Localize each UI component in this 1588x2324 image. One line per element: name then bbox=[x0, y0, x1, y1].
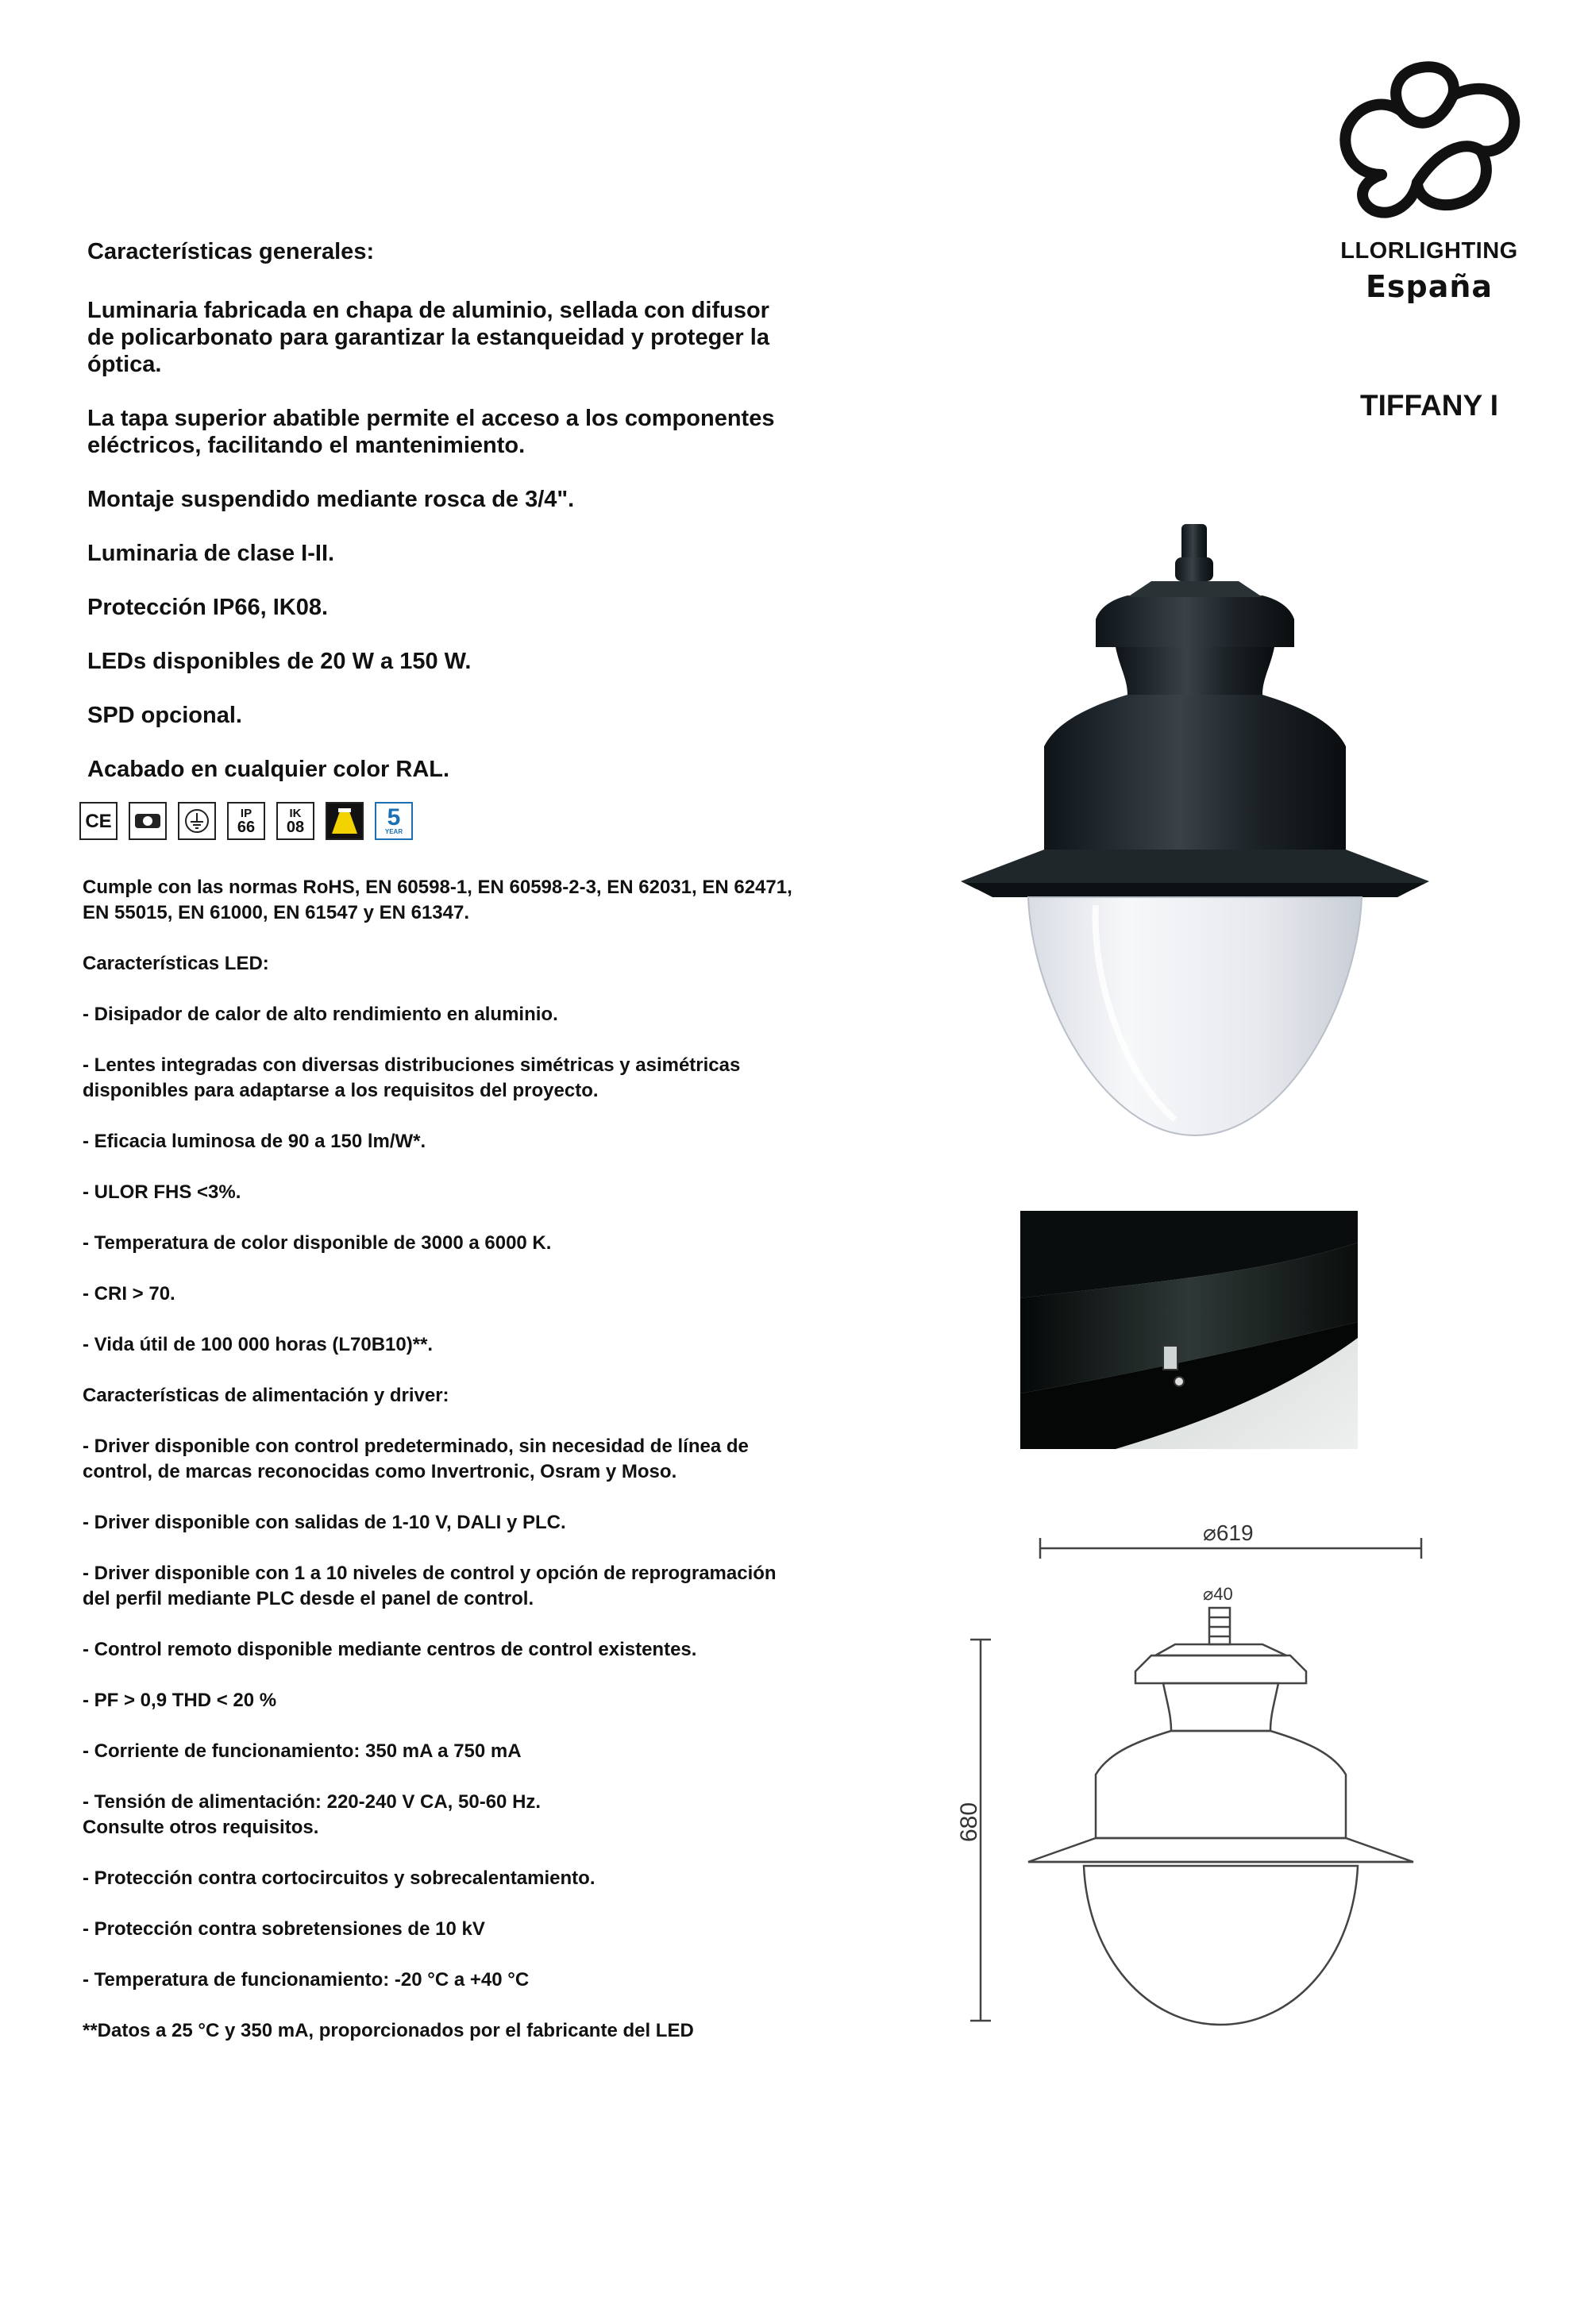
led-heading: Características LED: bbox=[83, 953, 269, 974]
driver-item: Consulte otros requisitos. bbox=[83, 1817, 319, 1838]
brand-name: LLORLIGHTING bbox=[1340, 238, 1518, 264]
driver-item: - Control remoto disponible mediante centros de control existentes. bbox=[83, 1639, 697, 1660]
footnote: **Datos a 25 °C y 350 mA, proporcionados por el fabricante del LED bbox=[83, 2020, 694, 2041]
driver-item: - Protección contra cortocircuitos y sobrecalentamiento. bbox=[83, 1867, 596, 1889]
diameter-label: ⌀619 bbox=[1203, 1520, 1254, 1545]
led-item: - CRI > 70. bbox=[83, 1283, 175, 1305]
general-heading: Características generales: bbox=[87, 239, 375, 264]
driver-item: - Driver disponible con control predeterminado, sin necesidad de línea de control, de marcas reconocidas como Invertronic, Osram y Moso. bbox=[83, 1436, 749, 1482]
general-item: LEDs disponibles de 20 W a 150 W. bbox=[87, 649, 472, 674]
dimension-drawing bbox=[937, 1513, 1445, 2037]
general-item: Protección IP66, IK08. bbox=[87, 595, 329, 620]
technical-specifications bbox=[83, 875, 797, 2069]
ik-label: IK bbox=[289, 806, 302, 820]
driver-item: - Temperatura de funcionamiento: -20 °C a +40 °C bbox=[83, 1969, 530, 1991]
led-item: - Eficacia luminosa de 90 a 150 lm/W*. bbox=[83, 1131, 426, 1152]
ik08-icon bbox=[276, 802, 314, 840]
led-item: - Disipador de calor de alto rendimiento en aluminio. bbox=[83, 1004, 558, 1025]
general-item: Luminaria fabricada en chapa de aluminio, sellada con difusor de policarbonato para garantizar la estanqueidad y proteger la óptica. bbox=[87, 298, 769, 377]
driver-heading: Características de alimentación y driver: bbox=[83, 1385, 449, 1406]
norms-text: Cumple con las normas RoHS, EN 60598-1, EN 60598-2-3, EN 62031, EN 62471, EN 55015, EN 61000, EN 61547 y EN 61347. bbox=[83, 877, 792, 923]
warranty-years: 5 bbox=[387, 804, 401, 831]
brand-block bbox=[1326, 238, 1532, 304]
product-title: TIFFANY I bbox=[1359, 389, 1499, 422]
warranty-unit: YEAR bbox=[384, 828, 403, 835]
certification-icons bbox=[79, 802, 413, 840]
ip-label: IP bbox=[240, 806, 252, 820]
general-item: Montaje suspendido mediante rosca de 3/4". bbox=[87, 487, 575, 512]
driver-item: - Driver disponible con salidas de 1-10 V, DALI y PLC. bbox=[83, 1512, 566, 1533]
led-item: - Temperatura de color disponible de 3000 a 6000 K. bbox=[83, 1232, 552, 1254]
general-characteristics bbox=[87, 238, 802, 810]
driver-item: - Tensión de alimentación: 220-240 V CA, 50-60 Hz. bbox=[83, 1791, 542, 1813]
enec-mark-icon bbox=[129, 802, 167, 840]
driver-item: - Protección contra sobretensiones de 10 kV bbox=[83, 1918, 485, 1940]
ik-value: 08 bbox=[286, 818, 305, 836]
ground-symbol-icon bbox=[178, 802, 216, 840]
height-label: 680 bbox=[956, 1802, 982, 1842]
llorlighting-logo bbox=[1326, 56, 1532, 230]
general-item: La tapa superior abatible permite el acceso a los componentes eléctricos, facilitando el mantenimiento. bbox=[87, 406, 775, 458]
general-item: SPD opcional. bbox=[87, 703, 242, 728]
warranty-5-year-icon bbox=[375, 802, 413, 840]
thread-diameter-label: ⌀40 bbox=[1203, 1584, 1233, 1604]
brand-country: España bbox=[1365, 269, 1494, 304]
led-item: - ULOR FHS <3%. bbox=[83, 1181, 241, 1203]
ip66-icon bbox=[227, 802, 265, 840]
led-item: - Vida útil de 100 000 horas (L70B10)**. bbox=[83, 1334, 434, 1355]
luminaire-photo bbox=[889, 508, 1501, 1143]
ce-mark-icon: CE bbox=[79, 802, 118, 840]
ip-value: 66 bbox=[237, 818, 256, 836]
driver-item: - PF > 0,9 THD < 20 % bbox=[83, 1690, 277, 1711]
general-item: Luminaria de clase I-II. bbox=[87, 541, 335, 566]
light-distribution-icon bbox=[326, 802, 364, 840]
driver-item: - Driver disponible con 1 a 10 niveles de control y opción de reprogramación del perfil mediante PLC desde el panel de control. bbox=[83, 1563, 777, 1609]
led-item: - Lentes integradas con diversas distribuciones simétricas y asimétricas disponibles para adaptarse a los requisitos del proyecto. bbox=[83, 1054, 741, 1101]
driver-item: - Corriente de funcionamiento: 350 mA a 750 mA bbox=[83, 1740, 522, 1762]
general-item: Acabado en cualquier color RAL. bbox=[87, 757, 450, 782]
detail-photo bbox=[1020, 1211, 1358, 1449]
